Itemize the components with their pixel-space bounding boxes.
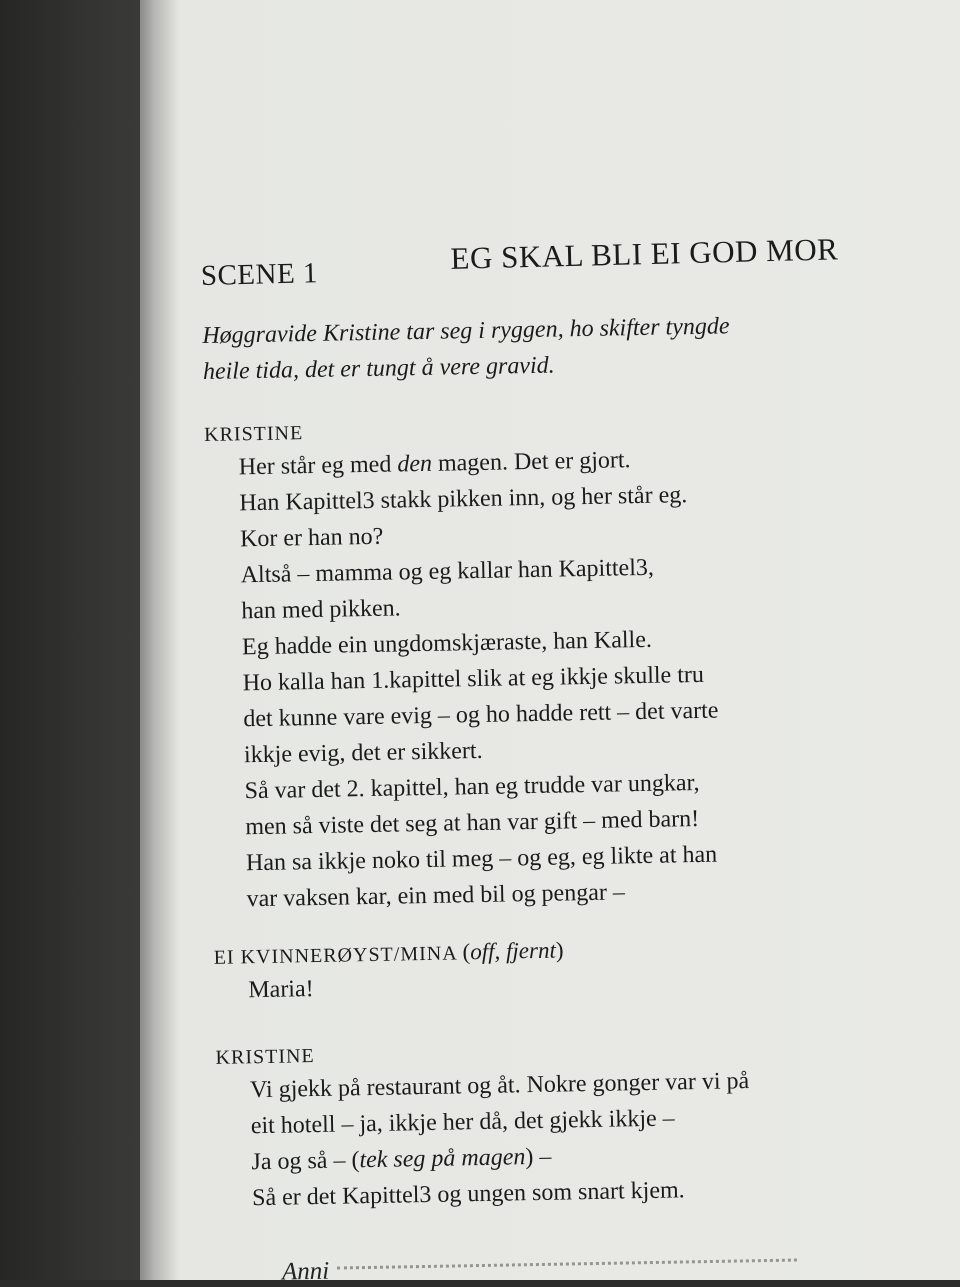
dialogue-line: men så viste det seg at han var gift – med barn! — [245, 805, 700, 841]
cut-off-stage-direction: Anni — [282, 1250, 798, 1287]
dialogue-block — [204, 437, 912, 918]
dialogue-line: Altså – mamma og eg kallar han Kapittel3, — [240, 554, 655, 589]
speaker-name: KRISTINE — [203, 422, 304, 446]
dialogue-line: han med pikken. — [241, 595, 401, 625]
dialogue-line: Så var det 2. kapittel, han eg trudde var ungkar, — [244, 769, 700, 805]
stage-direction — [202, 305, 903, 390]
stage-direction-line: heile tida, det er tungt å vere gravid. — [202, 352, 555, 385]
scene-title: EG SKAL BLI EI GOD MOR — [450, 231, 839, 276]
dialogue-line: Han sa ikkje noko til meg – og eg, eg likte at han — [245, 841, 718, 877]
scene-heading — [200, 223, 901, 300]
dialogue-line: Maria! — [248, 976, 314, 1004]
dialogue-line: Han Kapittel3 stakk pikken inn, og her står eg. — [239, 482, 688, 517]
dialogue-line: det kunne vare evig – og ho hadde rett – det varte — [243, 697, 719, 733]
speaker-name: KRISTINE — [215, 1045, 315, 1069]
dialogue-line: Ja og så – (tek seg på magen) – — [251, 1143, 552, 1176]
dialogue-line: Vi gjekk på restaurant og åt. Nokre gonger var vi på — [249, 1068, 750, 1104]
dialogue-line: Så er det Kapittel3 og ungen som snart kjem. — [251, 1177, 685, 1212]
dialogue-line: Ho kalla han 1.kapittel slik at eg ikkje skulle tru — [242, 661, 705, 697]
dialogue-line: Her står eg med den magen. Det er gjort. — [238, 447, 631, 481]
speaker-label: EI KVINNERØYST/MINA — [213, 942, 457, 969]
dialogue-line: Eg hadde ein ungdomskjæraste, han Kalle. — [241, 626, 653, 661]
speaker-note: (off, fjernt) — [462, 937, 564, 965]
book-cover-edge — [0, 0, 140, 1280]
dialogue-line: var vaksen kar, ein med bil og pengar – — [246, 879, 626, 913]
dialogue-block — [216, 1060, 919, 1217]
scene-label: SCENE 1 — [200, 257, 319, 292]
play-text — [202, 305, 918, 1217]
book-page — [140, 0, 960, 1286]
dialogue-line: eit hotell – ja, ikkje her då, det gjekk ikkje – — [250, 1105, 675, 1140]
stage-direction-line: Høggravide Kristine tar seg i ryggen, ho skifter tyngde — [202, 313, 730, 349]
dialogue-line: Kor er han no? — [239, 523, 384, 553]
dialogue-line: ikkje evig, det er sikkert. — [243, 737, 483, 769]
